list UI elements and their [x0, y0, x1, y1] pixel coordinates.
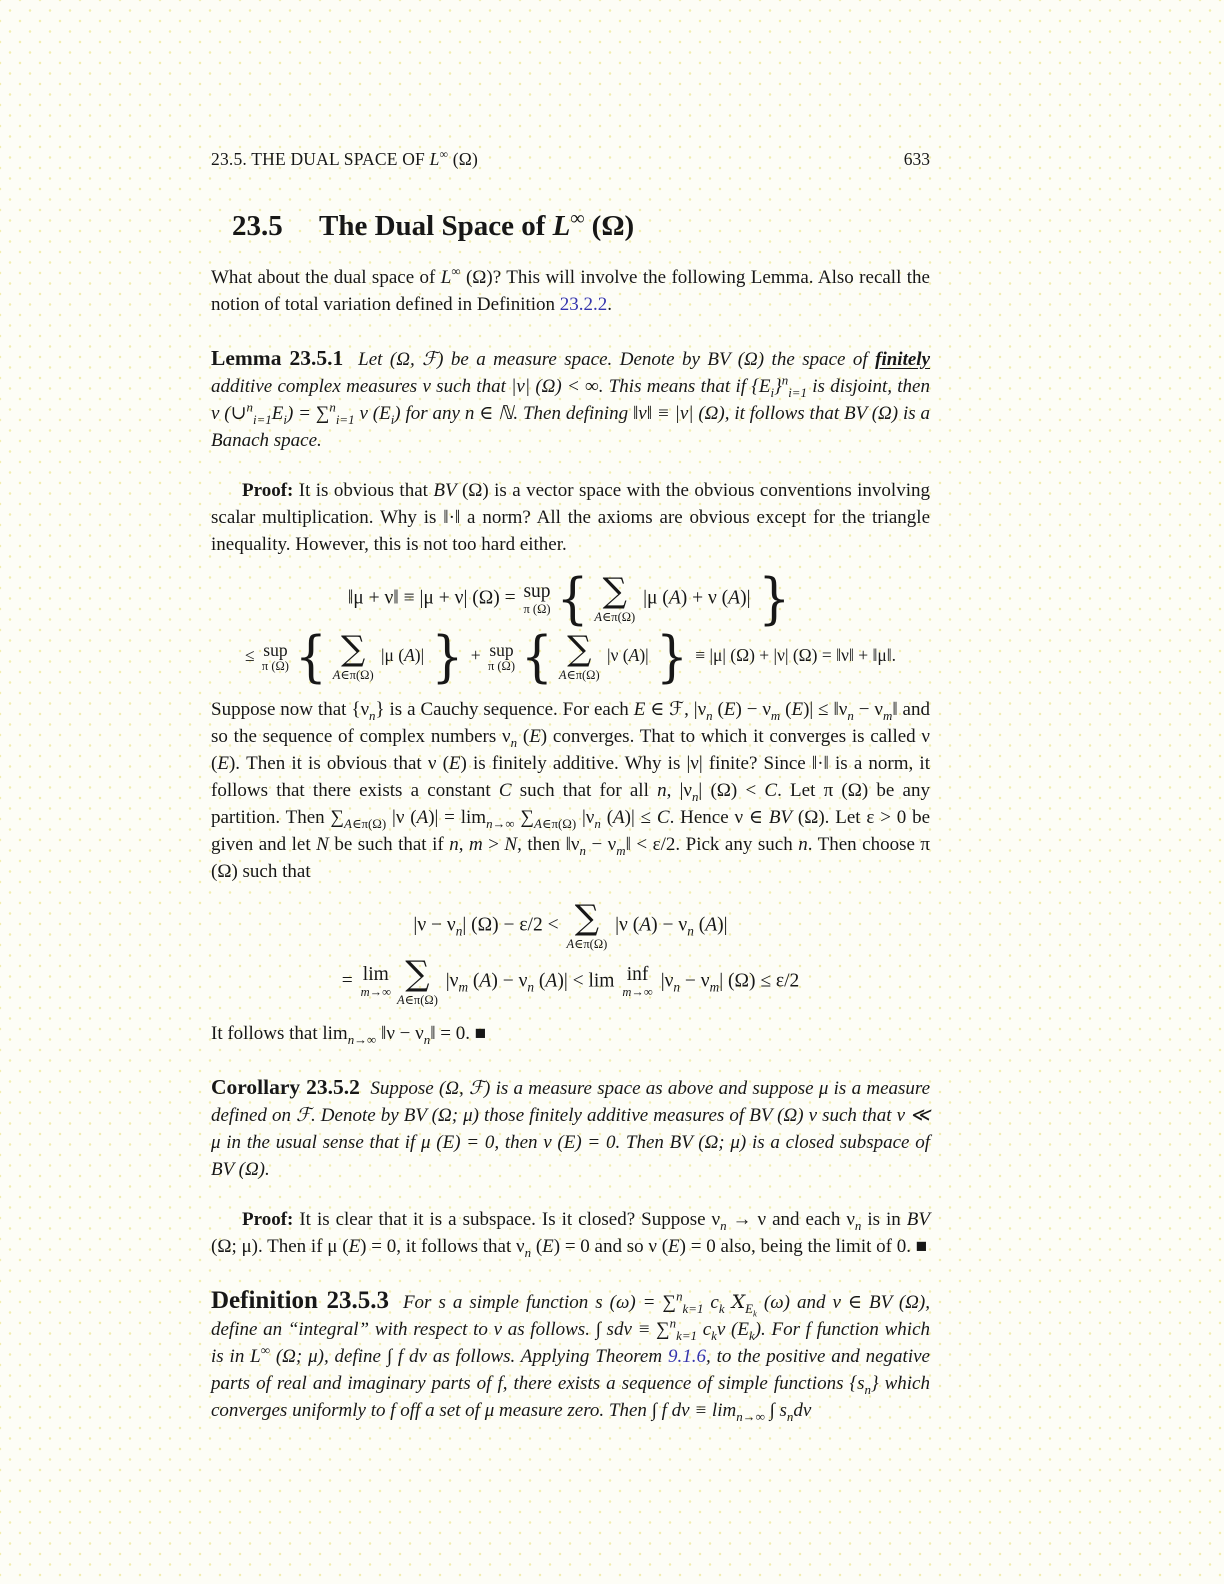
- corollary-23-5-2: [211, 1074, 930, 1183]
- definition-23-5-3: [211, 1287, 930, 1424]
- proof-lemma: Proof: It is obvious that BV (Ω) is a vector space with the obvious conventions involving scalar multiplication. Why is ‖·‖ a norm? All the axioms are obvious except for the triangle inequality. However, this is not too hard either.: [211, 480, 930, 555]
- lemma-23-5-1: [211, 345, 930, 454]
- display-equation-2: ≤ sup π (Ω) { ∑ A∈π(Ω) |μ (A)| } + sup π (Ω) { ∑ A∈π(Ω) |ν (A)| } ≡ |μ| (Ω) + |ν| (Ω) = ‖ν‖ + ‖μ‖.: [244, 625, 897, 690]
- running-title: 23.5. THE DUAL SPACE OF L∞ (Ω): [211, 147, 479, 169]
- display-equation-3: $|\nu - \nu_n|$ (Ω) − ε/2 < ∑ A∈π(Ω) |ν $(A) - \nu_n$ (A)|: [413, 897, 728, 951]
- display-equation-1: ‖μ + ν‖ ≡ |μ + ν| (Ω) = sup π (Ω) { ∑ A∈π(Ω) |μ (A) + ν (A)| }: [347, 567, 791, 631]
- display-equation-4: = lim m→∞ ∑ A∈π(Ω) $|\nu_m$ $(A) - \nu_n$ (A)| < lim inf m→∞ $|\nu_n - \nu_m|$ (Ω) ≤ ε/2: [341, 954, 800, 1007]
- corollary-label: Corollary 23.5.2: [211, 1074, 360, 1099]
- proof-corollary: Proof: It is clear that it is a subspace. Is it closed? Suppose $\nu_n \to \nu$ and each $\nu_n$ is in BV (Ω; μ). Then if μ (E) = 0, it follows that $\nu_n$ (E) = 0 and so ν (E) = 0 also, being the limit of 0. ■: [211, 1208, 931, 1260]
- definition-label: Definition 23.5.3: [211, 1286, 389, 1314]
- ref-link-23-2-2[interactable]: 23.2.2: [559, 294, 608, 315]
- cauchy-paragraph: Suppose now that $\{\nu_n\}$ is a Cauchy sequence. For each E ∈ ℱ, $|\nu_n$ $(E) - \nu_m$ $(E)| \le ‖\nu_n$ − $\nu_m‖$ and so the sequence of complex numbers $\nu_n$ (E) converges. That to which it converges is called ν (E). Then it is obvious that ν (E) is finitely additive. Why is |ν| finite? Since ‖·‖ is a norm, it follows that there exists a constant C such that for all n, $|\nu_n|$ (Ω) < C. Let π (Ω) be any partition. Then $\sum_{A\in\pi(\Omega)}$ |ν $(A)| = \lim_{n\to\infty} \sum_{A\in\pi(\Omega)}$ $|\nu_n$ (A)| ≤ C. Hence ν ∈ BV (Ω). Let ε > 0 be given and let N be such that if n, m > N, then $‖\nu_n$ − $\nu_m‖ < \varepsilon/2$. Pick any such n. Then choose π (Ω) such that: [211, 698, 931, 882]
- intro-paragraph: What about the dual space of L∞ (Ω)? This will involve the following Lemma. Also recall the notion of total variation defined in Definition 23.2.2.: [211, 263, 930, 315]
- definition-body: For s a simple function s (ω) = ∑$^n_{k=1}$ $c_k$ $X_{E_k}$ (ω) and ν ∈ BV (Ω), define an “integral” with respect to ν as follows. ∫ sdν ≡ ∑$^n_{k=1}$ $c_k\nu$ $(E_k)$. For f function which is in L∞ (Ω; μ), define ∫ f dν as follows. Applying Theorem 9.1.6, to the positive and negative parts of real and imaginary parts of f, there exists a sequence of simple functions $\{s_n\}$ which converges uniformly to f off a set of μ measure zero. Then ∫ f $d\nu \equiv \lim_{n\to\infty}$ ∫ $s_nd\nu$: [211, 1288, 931, 1424]
- lemma-body: Let (Ω, ℱ) be a measure space. Denote by BV (Ω) the space of finitely additive complex measures ν such that |ν| (Ω) < ∞. This means that if $\{E_i\}^n_{i=1}$ is disjoint, then ν $(\cup^n_{i=1}E_i) = \sum^n_{i=1}$ ν $(E_i)$ for any n ∈ ℕ. Then defining ‖ν‖ ≡ |ν| (Ω), it follows that BV (Ω) is a Banach space.: [211, 349, 931, 451]
- section-title: 23.5 The Dual Space of L∞ (Ω): [232, 207, 635, 242]
- lemma-label: Lemma 23.5.1: [211, 346, 344, 370]
- running-header: [211, 146, 930, 173]
- proof-conclusion: It follows that $\lim_{n\to\infty}$ ‖ν − $\nu_n‖ = 0$. ■: [211, 1022, 487, 1047]
- corollary-body: Suppose (Ω, ℱ) is a measure space as above and suppose μ is a measure defined on ℱ. Denote by BV (Ω; μ) those finitely additive measures of BV (Ω) ν such that ν ≪ μ in the usual sense that if μ (E) = 0, then ν (E) = 0. Then BV (Ω; μ) is a closed subspace of BV (Ω).: [211, 1077, 931, 1180]
- ref-link-9-1-6[interactable]: 9.1.6: [667, 1345, 706, 1367]
- page-number: 633: [903, 149, 930, 169]
